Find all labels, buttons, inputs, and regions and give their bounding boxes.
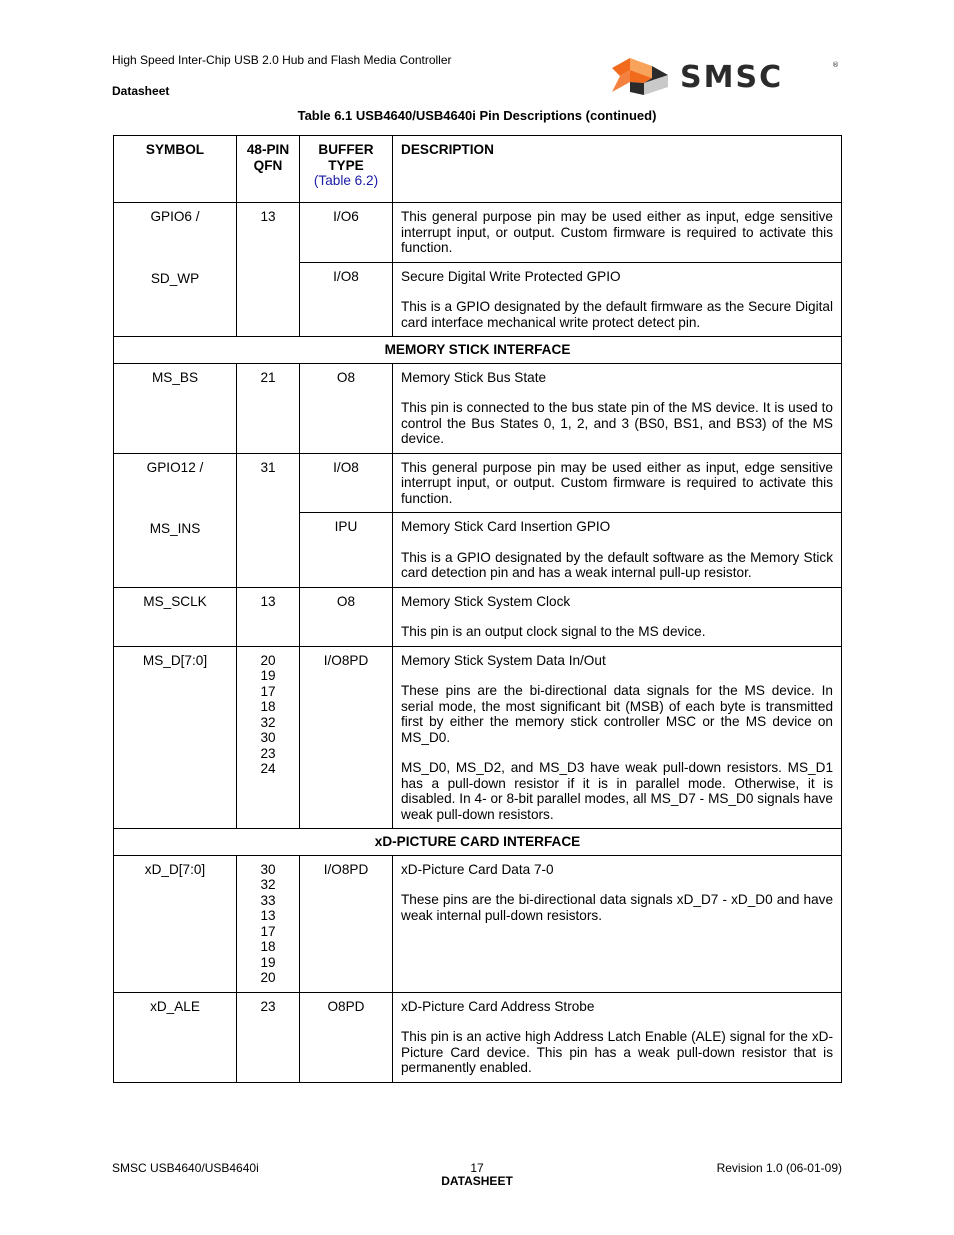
table-row [114,992,842,1082]
description-title: Memory Stick System Clock [401,593,571,609]
description-cell [393,453,842,513]
description-title: Memory Stick Bus State [401,369,547,385]
description-text: MS_D0, MS_D2, and MS_D3 have weak pull-down resistors. MS_D1 has a pull-down resistor if it is in parallel mode. Otherwise, it is disabled. In 4- or 8-bit parallel modes, all MS_D7 - MS_D0 signals have weak pull-down resistors. [401,760,833,822]
document-header-subtitle: Datasheet [112,84,170,98]
symbol-cell: MS_SCLK [114,587,237,646]
header-pin-line1: 48-PIN [246,142,290,157]
pin-number: 19 [260,668,276,683]
ref-paren-close: ) [373,173,379,188]
pin-cell: 13 [237,203,300,337]
section-xd-picture: xD-PICTURE CARD INTERFACE [114,829,842,856]
header-description: DESCRIPTION [393,136,842,203]
pin-cell: 31 [237,453,300,587]
pin-number: 30 [260,730,276,745]
footer-datasheet-label: DATASHEET [441,1174,513,1188]
description-cell [393,992,842,1082]
pin-descriptions-table [113,135,842,1083]
description-title: Memory Stick Card Insertion GPIO [401,519,611,534]
smsc-logo [608,52,840,98]
symbol-cell [114,453,237,587]
description-title: Memory Stick System Data In/Out [401,652,606,668]
symbol-sd-wp: SD_WP [150,270,200,286]
pin-cell: 13 [237,587,300,646]
section-row [114,829,842,856]
buffer-cell: O8 [300,363,393,453]
buffer-cell: I/O8 [300,262,393,337]
description-cell [393,513,842,588]
header-buffer [300,136,393,203]
pin-number: 24 [260,761,276,776]
description-cell [393,855,842,992]
header-buffer-ref [308,173,384,189]
description-text: This general purpose pin may be used either as input, edge sensitive interrupt input, or output. Custom firmware is required to activate this function. [401,209,833,255]
footer-page-number: 17 [470,1161,484,1175]
symbol-cell: MS_D[7:0] [114,646,237,829]
pin-number: 32 [260,877,276,892]
pin-number: 20 [260,970,276,985]
header-buffer-line2: TYPE [328,157,364,173]
table-header-row [114,136,842,203]
description-text: This is a GPIO designated by the default firmware as the Secure Digital card interface mechanical write protect detect pin. [401,299,833,330]
symbol-cell [114,203,237,337]
document-header-title: High Speed Inter-Chip USB 2.0 Hub and Flash Media Controller [112,53,452,67]
pin-number: 13 [260,908,276,923]
description-text: These pins are the bi-directional data signals for the MS device. In serial mode, the most significant bit (MSB) of each byte is transmitted first by either the memory stick controller MSC or the MS device on MS_D0. [401,683,833,745]
symbol-ms-ins: MS_INS [149,521,201,536]
smsc-logo-mark [612,58,668,95]
description-text: This is a GPIO designated by the default software as the Memory Stick card detection pin and has a weak internal pull-up resistor. [401,549,833,580]
table-row [114,453,842,513]
symbol-cell: xD_D[7:0] [114,855,237,992]
description-cell [393,262,842,337]
table-caption: Table 6.1 USB4640/USB4640i Pin Descriptions (continued) [297,108,657,123]
symbol-cell: xD_ALE [114,992,237,1082]
pin-number: 30 [260,861,276,877]
table-row [114,587,842,646]
pin-number: 18 [260,699,276,714]
buffer-cell: O8PD [300,992,393,1082]
pin-number: 32 [260,714,276,730]
header-buffer-line1: BUFFER [318,142,374,157]
pin-cell [237,855,300,992]
symbol-gpio6: GPIO6 / [150,209,200,224]
table-6-2-link[interactable]: Table 6.2 [318,173,374,188]
pin-number: 33 [260,892,276,908]
section-row [114,337,842,364]
description-cell [393,363,842,453]
table-row [114,646,842,829]
registered-mark: ® [832,61,839,69]
pin-number: 20 [260,652,276,668]
pin-number: 18 [260,939,276,954]
description-text: This pin is an output clock signal to the MS device. [401,624,706,639]
table-row [114,855,842,992]
pin-cell: 21 [237,363,300,453]
buffer-cell: I/O8 [300,453,393,513]
description-title: xD-Picture Card Data 7-0 [401,861,554,877]
buffer-cell: IPU [300,513,393,588]
description-text: These pins are the bi-directional data signals xD_D7 - xD_D0 and have weak internal pull-down resistors. [401,892,833,923]
description-text: This pin is an active high Address Latch Enable (ALE) signal for the xD-Picture Card device. This pin has a weak pull-down resistor that is permanently enabled. [401,1029,833,1075]
description-title: Secure Digital Write Protected GPIO [401,268,621,284]
ref-paren-open: ( [313,173,319,188]
description-title: xD-Picture Card Address Strobe [401,998,595,1014]
buffer-cell: I/O6 [300,203,393,263]
pin-number: 19 [260,954,276,970]
pin-number: 23 [260,745,276,761]
pin-cell: 23 [237,992,300,1082]
buffer-cell: I/O8PD [300,646,393,829]
symbol-gpio12: GPIO12 / [146,459,204,475]
pin-number: 17 [260,683,276,699]
footer-revision: Revision 1.0 (06-01-09) [716,1161,842,1175]
table-row [114,363,842,453]
pin-number: 17 [260,923,276,939]
symbol-cell: MS_BS [114,363,237,453]
pin-cell [237,646,300,829]
footer-product: SMSC USB4640/USB4640i [112,1161,259,1175]
section-memory-stick: MEMORY STICK INTERFACE [114,337,842,364]
table-row [114,203,842,263]
smsc-logo-text: SMSC [680,60,784,95]
buffer-cell: O8 [300,587,393,646]
description-cell [393,203,842,263]
header-pin-line2: QFN [253,157,283,173]
buffer-cell: I/O8PD [300,855,393,992]
description-cell [393,587,842,646]
description-text: This pin is connected to the bus state pin of the MS device. It is used to control the Bus States 0, 1, 2, and 3 (BS0, BS1, and BS3) of the MS device. [401,400,833,446]
header-symbol: SYMBOL [114,136,237,203]
description-cell [393,646,842,829]
description-text: This general purpose pin may be used either as input, edge sensitive interrupt input, or output. Custom firmware is required to activate this function. [401,459,833,506]
header-pin [237,136,300,203]
